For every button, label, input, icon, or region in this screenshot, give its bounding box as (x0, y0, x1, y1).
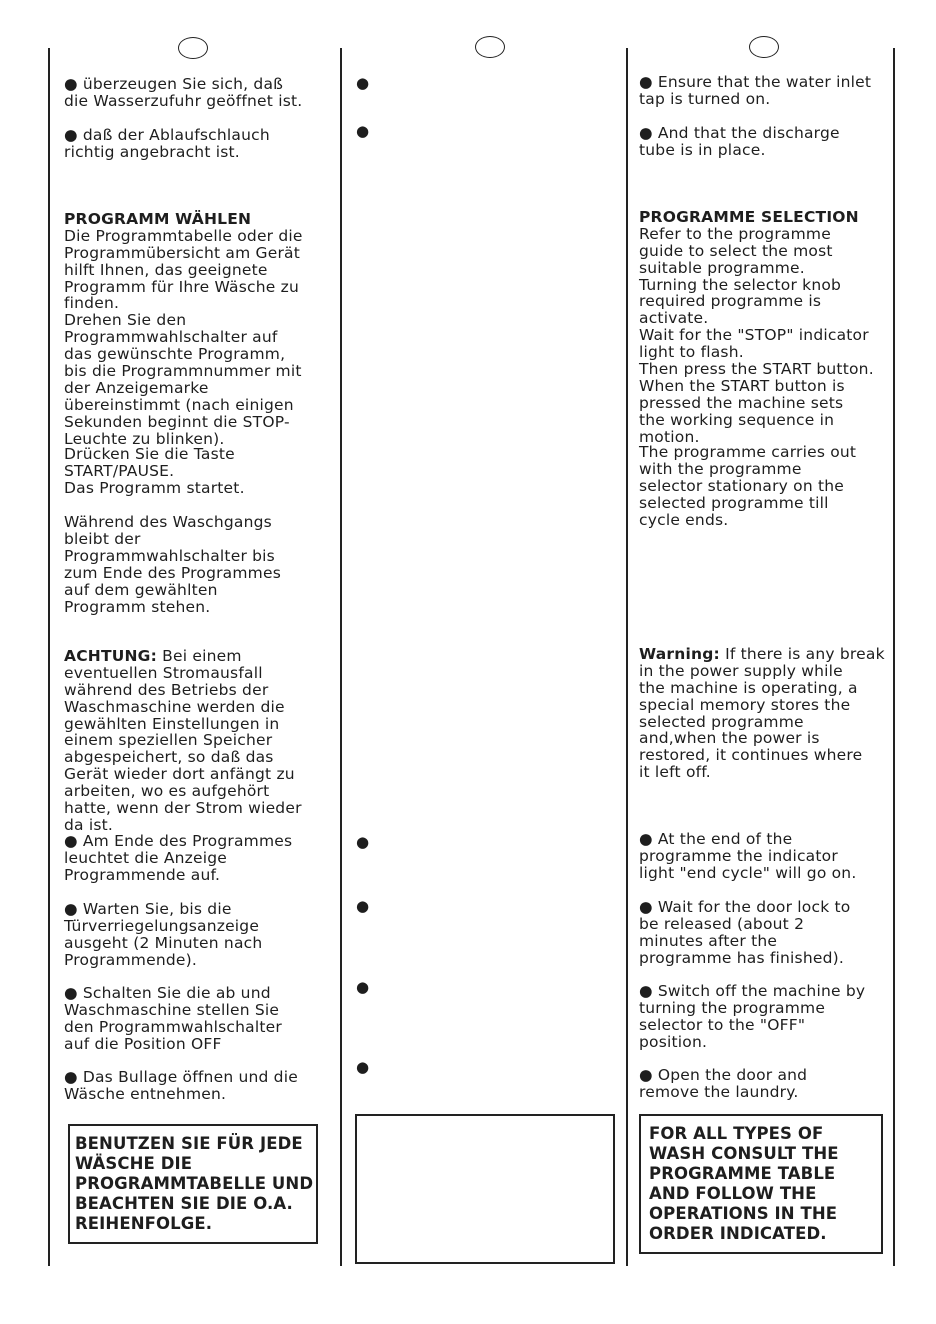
mid-notice-box (355, 1114, 615, 1264)
mid-bullet-5: ● (356, 978, 370, 996)
de-discharge-text: ● daß der Ablaufschlauch richtig angebracht ist. (64, 126, 270, 161)
column-divider-4 (893, 48, 895, 1266)
column-divider-3 (626, 48, 628, 1266)
en-inlet-text: ● Ensure that the water inlet tap is turned on. (639, 73, 872, 108)
de-warning-label: ACHTUNG: (64, 646, 157, 665)
en-warning-label: Warning: (639, 644, 720, 663)
de-during-text: Während des Waschgangs bleibt der Programmwahlschalter bis zum Ende des Programmes auf dem gewählten Programm stehen. (64, 513, 281, 616)
de-selection-body: Die Programmtabelle oder die Programmübersicht am Gerät hilft Ihnen, das geeignete Programm für Ihre Wäsche zu finden. Drehen Sie den Programmwahlschalter auf das gewünschte Programm, bis die Programmnummer mit der Anzeigemarke übereinstimmt (nach einigen Sekunden beginnt die STOP- Leuchte zu blinken). (64, 226, 303, 448)
mid-bullet-1: ● (356, 74, 370, 92)
de-warning-section (64, 631, 302, 834)
en-carries-text: The programme carries out with the programme selector stationary on the selected programme till cycle ends. (639, 443, 857, 529)
de-notice-text: BENUTZEN SIE FÜR JEDE WÄSCHE DIE PROGRAMMTABELLE UND BEACHTEN SIE DIE O.A. REIHENFOLGE. (75, 1134, 314, 1233)
en-notice-text: FOR ALL TYPES OF WASH CONSULT THE PROGRAMME TABLE AND FOLLOW THE OPERATIONS IN THE ORDER INDICATED. (649, 1124, 839, 1243)
column-divider-2 (340, 48, 342, 1266)
mid-bullet-3: ● (356, 833, 370, 851)
en-selection-heading: PROGRAMME SELECTION (639, 207, 859, 226)
en-open-door-text: ● Open the door and remove the laundry. (639, 1066, 808, 1101)
en-selection-body: Refer to the programme guide to select the most suitable programme. Turning the selector knob required programme is activate. Wait for the "STOP" indicator light to flash. Then press the START button. When the START button is pressed the machine sets the working sequence in motion. (639, 224, 874, 446)
en-door-lock-text: ● Wait for the door lock to be released (about 2 minutes after the programme has finished). (639, 898, 851, 967)
mid-bullet-2: ● (356, 122, 370, 140)
en-selection-section (639, 192, 874, 446)
de-switch-off-text: ● Schalten Sie die ab und Waschmaschine stellen Sie den Programmwahlschalter auf die Position OFF (64, 984, 282, 1053)
de-warning-body: Bei einem eventuellen Stromausfall während des Betriebs der Waschmaschine werden die gewählten Einstellungen in einem speziellen Speicher abgespeichert, so daß das Gerät wieder dort anfängt zu arbeiten, wo es aufgehört hatte, wenn der Strom wieder da ist. (64, 646, 302, 834)
en-switch-off-text: ● Switch off the machine by turning the programme selector to the "OFF" position. (639, 982, 866, 1051)
de-start-text: Drücken Sie die Taste START/PAUSE. Das Programm startet. (64, 445, 245, 497)
de-open-door-text: ● Das Bullage öffnen und die Wäsche entnehmen. (64, 1068, 298, 1103)
language-marker-circle-german (178, 37, 208, 59)
de-selection-heading: PROGRAMM WÄHLEN (64, 209, 252, 228)
de-selection-section (64, 194, 303, 448)
mid-bullet-6: ● (356, 1058, 370, 1076)
language-marker-circle-english (749, 36, 779, 58)
de-inlet-text: ● überzeugen Sie sich, daß die Wasserzufuhr geöffnet ist. (64, 75, 303, 110)
de-door-lock-text: ● Warten Sie, bis die Türverriegelungsanzeige ausgeht (2 Minuten nach Programmende). (64, 900, 263, 969)
en-end-text: ● At the end of the programme the indicator light "end cycle" will go on. (639, 830, 857, 882)
language-marker-circle-middle (475, 36, 505, 58)
mid-bullet-4: ● (356, 897, 370, 915)
en-warning-section (639, 629, 885, 781)
en-discharge-text: ● And that the discharge tube is in place. (639, 124, 840, 159)
column-divider-1 (48, 48, 50, 1266)
en-warning-body: If there is any break in the power supply while the machine is operating, a special memory stores the selected programme and,when the power is restored, it continues where it left off. (639, 644, 885, 782)
de-end-text: ● Am Ende des Programmes leuchtet die Anzeige Programmende auf. (64, 832, 293, 884)
